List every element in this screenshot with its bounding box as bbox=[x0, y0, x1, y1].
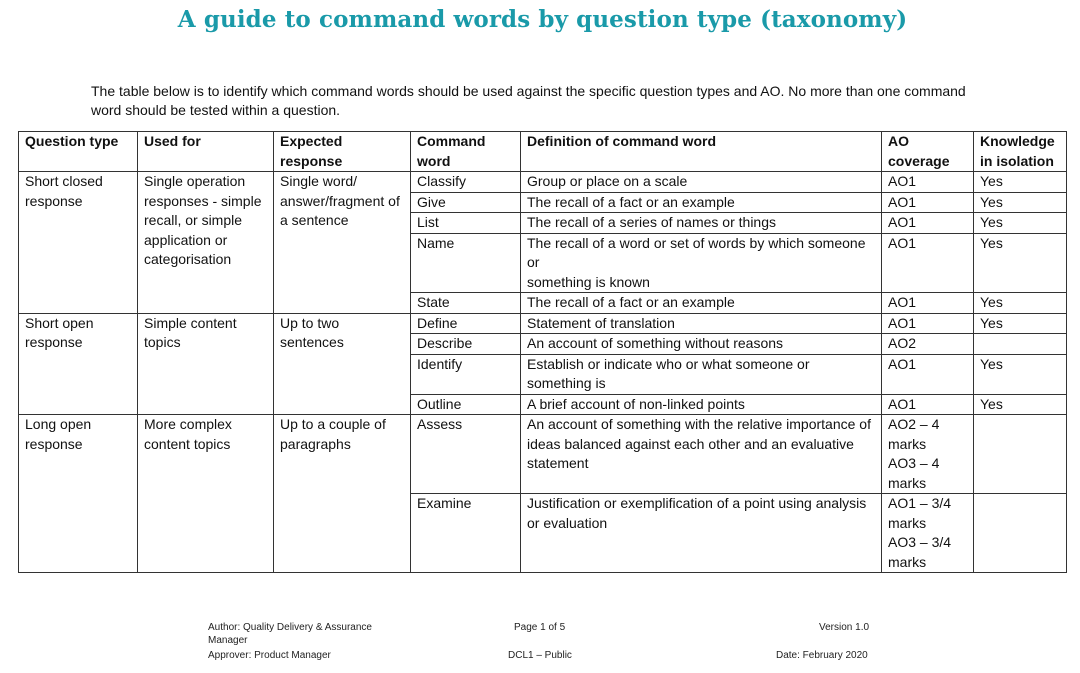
question-type-cell: Long open response bbox=[19, 415, 138, 573]
footer-page: Page 1 of 5 bbox=[514, 622, 566, 633]
command-word-cell: Give bbox=[411, 192, 521, 213]
definition-cell: Group or place on a scale bbox=[521, 172, 882, 193]
command-word-cell: State bbox=[411, 293, 521, 314]
definition-cell: A brief account of non-linked points bbox=[521, 394, 882, 415]
knowledge-cell: Yes bbox=[974, 233, 1067, 293]
header-definition: Definition of command word bbox=[521, 132, 882, 172]
table-header-row bbox=[19, 132, 1067, 172]
used-for-cell: Simple content topics bbox=[138, 313, 274, 415]
header-used-for: Used for bbox=[138, 132, 274, 172]
command-word-cell: Outline bbox=[411, 394, 521, 415]
definition-cell: The recall of a fact or an example bbox=[521, 293, 882, 314]
definition-cell: The recall of a series of names or things bbox=[521, 213, 882, 234]
knowledge-cell: Yes bbox=[974, 394, 1067, 415]
command-word-cell: Examine bbox=[411, 494, 521, 573]
expected-response-cell: Up to a couple of paragraphs bbox=[274, 415, 411, 573]
command-word-cell: Classify bbox=[411, 172, 521, 193]
definition-cell: An account of something without reasons bbox=[521, 334, 882, 355]
header-question-type: Question type bbox=[19, 132, 138, 172]
table-body bbox=[19, 172, 1067, 573]
definition-cell: The recall of a fact or an example bbox=[521, 192, 882, 213]
expected-response-cell: Single word/ answer/fragment of a sentence bbox=[274, 172, 411, 314]
intro-text: The table below is to identify which command words should be used against the specific question types and AO. No more than one command word should be tested within a question. bbox=[91, 83, 966, 118]
question-type-cell: Short closed response bbox=[19, 172, 138, 314]
command-word-cell: Assess bbox=[411, 415, 521, 494]
definition-cell: Justification or exemplification of a point using analysis or evaluation bbox=[521, 494, 882, 573]
knowledge-cell: Yes bbox=[974, 313, 1067, 334]
ao-coverage-cell: AO1 bbox=[882, 233, 974, 293]
ao-coverage-cell: AO1 bbox=[882, 213, 974, 234]
ao-coverage-cell: AO2 bbox=[882, 334, 974, 355]
ao-coverage-cell: AO2 – 4 marks AO3 – 4 marks bbox=[882, 415, 974, 494]
definition-cell: Statement of translation bbox=[521, 313, 882, 334]
ao-coverage-cell: AO1 bbox=[882, 192, 974, 213]
footer-date: Date: February 2020 bbox=[776, 650, 868, 661]
footer-author: Author: Quality Delivery & Assurance Manager bbox=[208, 622, 372, 646]
table-row bbox=[19, 172, 1067, 193]
definition-cell: An account of something with the relative importance of ideas balanced against each other and an evaluative statement bbox=[521, 415, 882, 494]
command-word-cell: List bbox=[411, 213, 521, 234]
ao-coverage-cell: AO1 bbox=[882, 394, 974, 415]
header-expected-response: Expected response bbox=[274, 132, 411, 172]
command-word-cell: Describe bbox=[411, 334, 521, 355]
page-title: A guide to command words by question type (taxonomy) bbox=[177, 6, 908, 33]
used-for-cell: More complex content topics bbox=[138, 415, 274, 573]
command-words-table bbox=[18, 131, 1067, 573]
footer-classification: DCL1 – Public bbox=[508, 650, 572, 661]
knowledge-cell bbox=[974, 494, 1067, 573]
knowledge-cell: Yes bbox=[974, 172, 1067, 193]
table-row bbox=[19, 313, 1067, 334]
ao-coverage-cell: AO1 bbox=[882, 313, 974, 334]
knowledge-cell: Yes bbox=[974, 192, 1067, 213]
expected-response-cell: Up to two sentences bbox=[274, 313, 411, 415]
command-word-cell: Name bbox=[411, 233, 521, 293]
knowledge-cell bbox=[974, 415, 1067, 494]
command-word-cell: Identify bbox=[411, 354, 521, 394]
ao-coverage-cell: AO1 bbox=[882, 354, 974, 394]
command-word-cell: Define bbox=[411, 313, 521, 334]
header-ao-coverage: AO coverage bbox=[882, 132, 974, 172]
knowledge-cell: Yes bbox=[974, 293, 1067, 314]
ao-coverage-cell: AO1 – 3/4 marks AO3 – 3/4 marks bbox=[882, 494, 974, 573]
question-type-cell: Short open response bbox=[19, 313, 138, 415]
knowledge-cell bbox=[974, 334, 1067, 355]
footer-version: Version 1.0 bbox=[819, 622, 870, 633]
definition-cell: The recall of a word or set of words by which someone or something is known bbox=[521, 233, 882, 293]
ao-coverage-cell: AO1 bbox=[882, 293, 974, 314]
ao-coverage-cell: AO1 bbox=[882, 172, 974, 193]
used-for-cell: Single operation responses - simple recall, or simple application or categorisation bbox=[138, 172, 274, 314]
knowledge-cell: Yes bbox=[974, 354, 1067, 394]
header-knowledge: Knowledge in isolation bbox=[974, 132, 1067, 172]
table-row bbox=[19, 415, 1067, 494]
header-command-word: Command word bbox=[411, 132, 521, 172]
knowledge-cell: Yes bbox=[974, 213, 1067, 234]
footer-approver: Approver: Product Manager bbox=[208, 650, 331, 661]
definition-cell: Establish or indicate who or what someone or something is bbox=[521, 354, 882, 394]
